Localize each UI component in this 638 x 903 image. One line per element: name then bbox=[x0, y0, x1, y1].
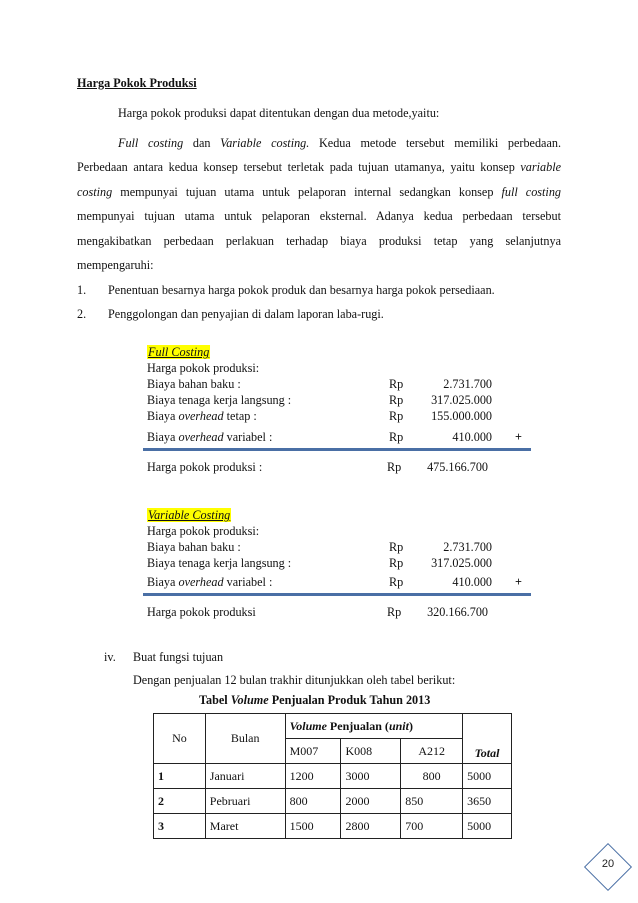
header-bulan: Bulan bbox=[205, 714, 285, 764]
vc-row-currency: Rp bbox=[389, 556, 404, 570]
cell-total: 3650 bbox=[463, 789, 512, 814]
cell-k008: 2800 bbox=[341, 814, 401, 839]
paragraph-line-3: costing mempunyai tujuan utama untuk pelaporan internal sedangkan konsep full costing bbox=[77, 185, 562, 199]
fc-row-value: 2.731.700 bbox=[443, 377, 492, 391]
table-row bbox=[154, 789, 512, 814]
vc-row-currency: Rp bbox=[389, 575, 404, 589]
header-no: No bbox=[154, 714, 206, 764]
fc-row-label: Biaya overhead tetap : bbox=[147, 409, 257, 423]
cell-a212: 800 bbox=[401, 764, 463, 789]
paragraph-line-2: Perbedaan antara kedua konsep tersebut terletak pada tujuan utamanya, yaitu konsep variable bbox=[77, 160, 561, 174]
list-item-1-text: Penentuan besarnya harga pokok produk dan besarnya harga pokok persediaan. bbox=[108, 283, 495, 297]
fc-total-value: 475.166.700 bbox=[427, 460, 488, 474]
cell-k008: 3000 bbox=[341, 764, 401, 789]
section-iv-desc: Dengan penjualan 12 bulan trakhir ditunjukkan oleh tabel berikut: bbox=[133, 673, 456, 687]
section-iv-title: Buat fungsi tujuan bbox=[133, 650, 224, 664]
sum-rule bbox=[143, 593, 531, 596]
cell-no: 2 bbox=[154, 789, 206, 814]
fc-row-currency: Rp bbox=[389, 409, 404, 423]
vc-total-label: Harga pokok produksi bbox=[147, 605, 256, 619]
cell-total: 5000 bbox=[463, 764, 512, 789]
table-caption: Tabel Volume Penjualan Produk Tahun 2013 bbox=[199, 693, 431, 707]
table-row bbox=[154, 764, 512, 789]
fc-row-value: 317.025.000 bbox=[431, 393, 492, 407]
header-total: Total bbox=[463, 714, 512, 764]
cell-a212: 700 bbox=[401, 814, 463, 839]
paragraph-line-1: Full costing dan Variable costing. Kedua metode tersebut memiliki perbedaan. bbox=[118, 136, 561, 150]
list-item-2-number: 2. bbox=[77, 307, 87, 321]
vc-row-value: 2.731.700 bbox=[443, 540, 492, 554]
fc-row-value: 410.000 bbox=[452, 430, 492, 444]
page-number: 20 bbox=[601, 858, 615, 870]
fc-row-currency: Rp bbox=[389, 377, 404, 391]
plus-sign: + bbox=[515, 430, 522, 444]
list-item-1-number: 1. bbox=[77, 283, 87, 297]
cell-bulan: Pebruari bbox=[205, 789, 285, 814]
fc-row-value: 155.000.000 bbox=[431, 409, 492, 423]
variable-costing-subtitle: Harga pokok produksi: bbox=[147, 524, 260, 538]
vc-row-label: Biaya bahan baku : bbox=[147, 540, 241, 554]
fc-row-label: Biaya overhead variabel : bbox=[147, 430, 273, 444]
full-costing-title: Full Costing bbox=[148, 345, 210, 359]
vc-row-value: 317.025.000 bbox=[431, 556, 492, 570]
header-product: K008 bbox=[341, 739, 401, 764]
cell-m007: 800 bbox=[285, 789, 341, 814]
vc-total-value: 320.166.700 bbox=[427, 605, 488, 619]
fc-total-label: Harga pokok produksi : bbox=[147, 460, 263, 474]
cell-bulan: Januari bbox=[205, 764, 285, 789]
fc-row-currency: Rp bbox=[389, 393, 404, 407]
cell-m007: 1500 bbox=[285, 814, 341, 839]
cell-no: 3 bbox=[154, 814, 206, 839]
paragraph-line-5: mengakibatkan perbedaan perlakuan terhadap biaya produksi tetap yang selanjutnya bbox=[77, 234, 561, 248]
cell-k008: 2000 bbox=[341, 789, 401, 814]
vc-row-currency: Rp bbox=[389, 540, 404, 554]
sum-rule bbox=[143, 448, 531, 451]
full-costing-subtitle: Harga pokok produksi: bbox=[147, 361, 260, 375]
vc-row-label: Biaya overhead variabel : bbox=[147, 575, 273, 589]
header-product: A212 bbox=[401, 739, 463, 764]
cell-no: 1 bbox=[154, 764, 206, 789]
sales-volume-table bbox=[153, 713, 512, 839]
section-iv-number: iv. bbox=[104, 650, 116, 664]
fc-row-label: Biaya tenaga kerja langsung : bbox=[147, 393, 292, 407]
fc-row-currency: Rp bbox=[389, 430, 404, 444]
header-volume: Volume Penjualan (unit) bbox=[285, 714, 463, 739]
fc-total-currency: Rp bbox=[387, 460, 402, 474]
intro-text: Harga pokok produksi dapat ditentukan dengan dua metode,yaitu: bbox=[118, 106, 440, 120]
header-product: M007 bbox=[285, 739, 341, 764]
list-item-2-text: Penggolongan dan penyajian di dalam laporan laba-rugi. bbox=[108, 307, 384, 321]
variable-costing-title: Variable Costing bbox=[148, 508, 231, 522]
vc-total-currency: Rp bbox=[387, 605, 402, 619]
table-row bbox=[154, 814, 512, 839]
cell-a212: 850 bbox=[401, 789, 463, 814]
plus-sign: + bbox=[515, 575, 522, 589]
vc-row-value: 410.000 bbox=[452, 575, 492, 589]
cell-total: 5000 bbox=[463, 814, 512, 839]
section-heading: Harga Pokok Produksi bbox=[77, 76, 197, 90]
table-header-row bbox=[154, 714, 512, 739]
paragraph-line-4: mempunyai tujuan utama untuk pelaporan eksternal. Adanya kedua perbedaan tersebut bbox=[77, 209, 561, 223]
cell-bulan: Maret bbox=[205, 814, 285, 839]
cell-m007: 1200 bbox=[285, 764, 341, 789]
paragraph-line-6: mempengaruhi: bbox=[77, 258, 154, 272]
fc-row-label: Biaya bahan baku : bbox=[147, 377, 241, 391]
vc-row-label: Biaya tenaga kerja langsung : bbox=[147, 556, 292, 570]
